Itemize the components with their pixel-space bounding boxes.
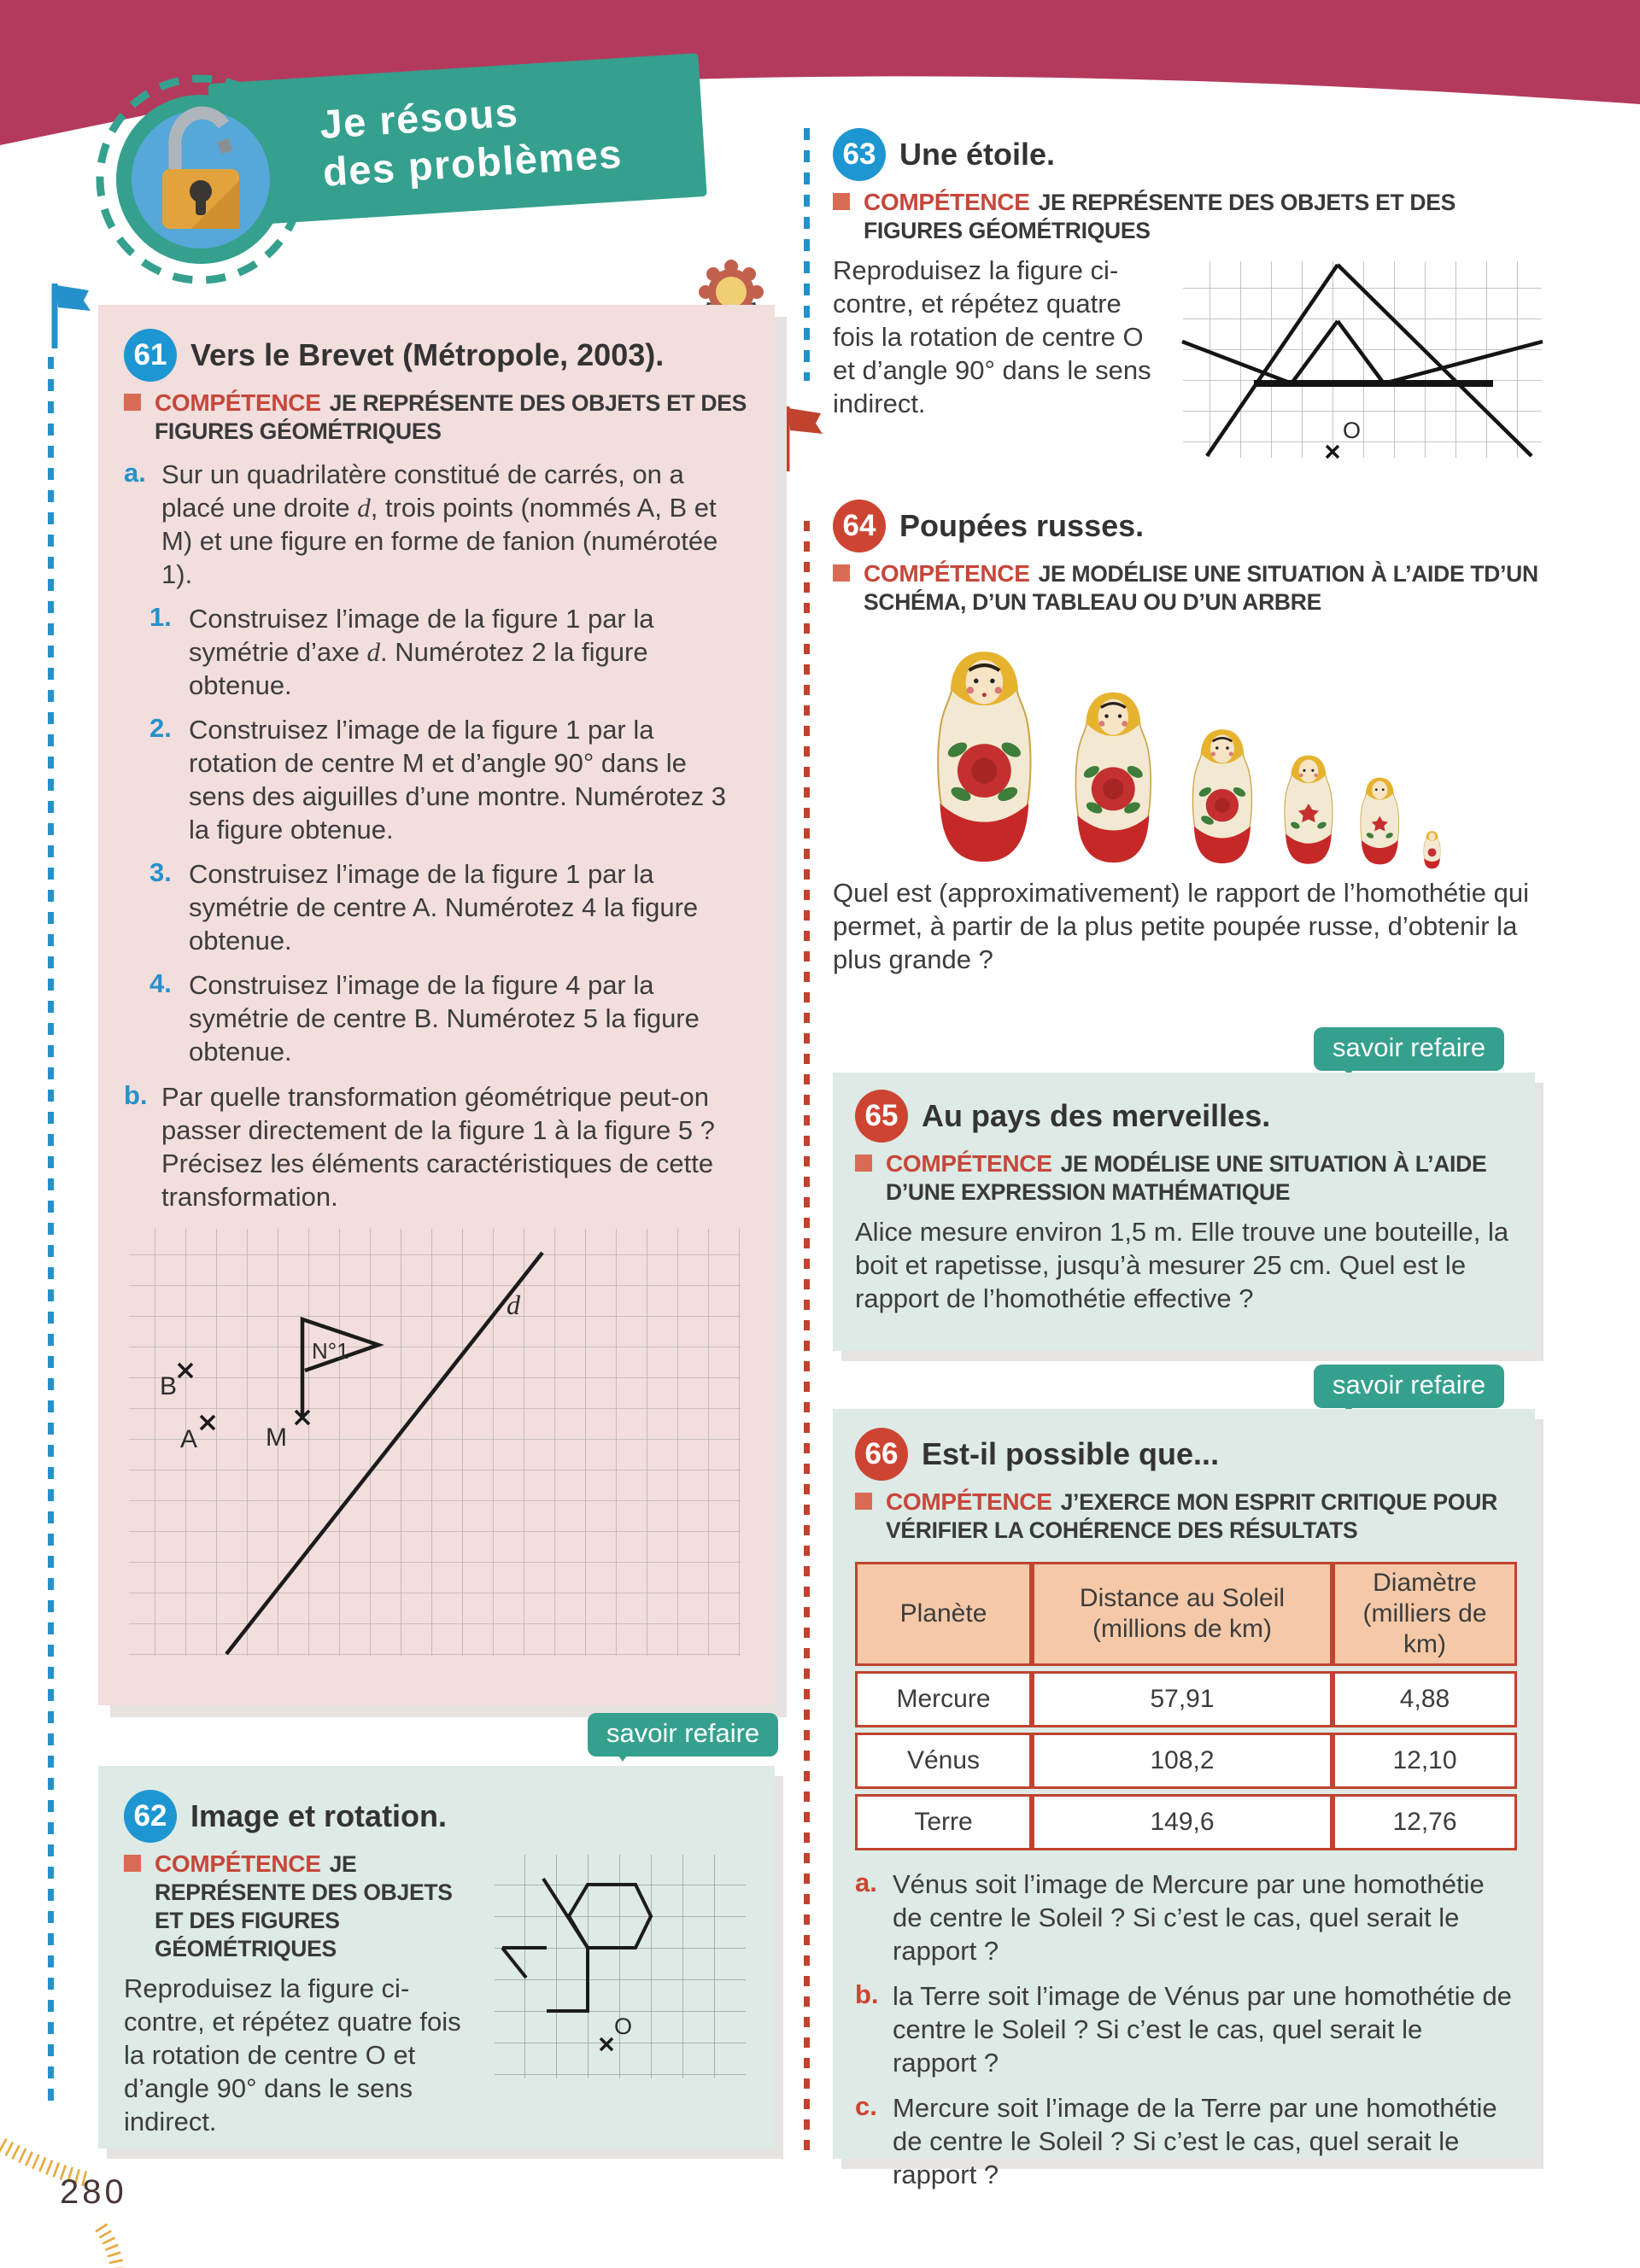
competence-label: COMPÉTENCE (155, 389, 321, 416)
exercise-62-title: Image et rotation. (190, 1798, 448, 1833)
table-row-venus (855, 1733, 1517, 1789)
exercise-61-number-badge: 61 (124, 329, 177, 382)
section-title-line2: des problèmes (321, 130, 624, 195)
cell-planet: Mercure (855, 1671, 1032, 1727)
exercise-64-competence (833, 559, 1546, 617)
question-3-text: Construisez l’image de la figure 1 par la symétrie de centre A. Numérotez 4 la figure obtenue. (189, 859, 699, 956)
competence-text: JE MODÉLISE UNE SITUATION À L’AIDE TD’UN SCHÉMA, D’UN TABLEAU OU D’UN ARBRE (864, 561, 1538, 615)
competence-text: J’EXERCE MON ESPRIT CRITIQUE POUR VÉRIFIER LA COHÉRENCE DES RÉSULTATS (886, 1489, 1497, 1543)
competence-text: JE REPRÉSENTE DES OBJETS ET DES FIGURES GÉOMÉTRIQUES (155, 390, 747, 444)
cell-distance: 108,2 (1032, 1733, 1332, 1789)
exercise-61-question-3 (149, 857, 749, 957)
exercise-63 (833, 128, 1546, 467)
question-2-marker: 2. (149, 713, 172, 743)
question-4-marker: 4. (149, 968, 172, 998)
figure-point-O-label-62: O (614, 2014, 633, 2039)
cell-diameter: 12,76 (1332, 1794, 1517, 1850)
exercise-62-header (124, 1790, 749, 1843)
savoir-refaire-badge-62: savoir refaire (588, 1713, 778, 1757)
col-header-planete: Planète (855, 1562, 1032, 1666)
exercise-64-header (833, 500, 1546, 552)
figure-point-O-label-63: O (1343, 418, 1362, 443)
exercise-64 (833, 500, 1546, 976)
exercise-61-title: Vers le Brevet (Métropole, 2003). (190, 337, 665, 372)
exercise-64-title: Poupées russes. (899, 508, 1145, 543)
planets-table-header-row (855, 1562, 1517, 1666)
cell-distance: 57,91 (1032, 1671, 1332, 1727)
exercise-66-item-b (855, 1979, 1513, 2079)
exercise-64-text: Quel est (approximativement) le rapport de l’homothétie qui permet, à partir de la plus petite poupée russe, d’obtenir la plus grande ? (833, 878, 1530, 974)
exercise-65-title: Au pays des merveilles. (922, 1098, 1271, 1133)
item-a-marker: a. (124, 458, 146, 488)
doll-5 (1360, 778, 1398, 865)
exercise-61-question-2 (149, 713, 749, 846)
competence-square-icon (833, 564, 850, 582)
figure-point-M-label: M (266, 1423, 287, 1452)
question-4-text: Construisez l’image de la figure 4 par la symétrie de centre B. Numérotez 5 la figure obtenue. (189, 970, 700, 1067)
exercise-66-number-badge: 66 (855, 1428, 908, 1481)
exercise-65-competence (855, 1149, 1513, 1207)
question-2-text: Construisez l’image de la figure 1 par la rotation de centre M et d’angle 90° dans le sens des aiguilles d’une montre. Numérotez 3 la figure obtenue. (189, 715, 726, 845)
competence-text: JE REPRÉSENTE DES OBJETS ET DES FIGURES GÉOMÉTRIQUES (864, 190, 1456, 243)
col-header-distance: Distance au Soleil (millions de km) (1032, 1562, 1332, 1666)
exercise-65-text: Alice mesure environ 1,5 m. Elle trouve une bouteille, la boit et rapetisse, jusqu’à mesurer 25 cm. Quel est le rapport de l’homothétie effective ? (855, 1217, 1509, 1313)
exercise-65-number-badge: 65 (855, 1090, 908, 1143)
competence-label: COMPÉTENCE (864, 560, 1030, 587)
exercise-66-item-a (855, 1868, 1513, 1967)
item-b-marker: b. (855, 1979, 879, 2009)
savoir-refaire-badge-65: savoir refaire (1314, 1027, 1504, 1071)
corner-arc-decoration (0, 2049, 273, 2268)
item-b-text: la Terre soit l’image de Vénus par une homothétie de centre le Soleil ? Si c’est le cas, quel serait le rapport ? (893, 1981, 1512, 2078)
doll-3 (1192, 729, 1251, 863)
doll-4 (1284, 756, 1332, 864)
exercise-66-title: Est-il possible que... (922, 1436, 1220, 1471)
competence-square-icon (833, 193, 850, 210)
item-a-text: Vénus soit l’image de Mercure par une homothétie de centre le Soleil ? Si c’est le cas, quel serait le rapport ? (893, 1869, 1485, 1966)
exercise-62-number-badge: 62 (124, 1790, 177, 1843)
competence-square-icon (124, 1855, 141, 1872)
figure-point-B-label: B (160, 1372, 178, 1400)
savoir-refaire-badge-66: savoir refaire (1314, 1365, 1504, 1408)
planets-table (855, 1557, 1517, 1856)
section-title-line1: Je résous (318, 89, 520, 148)
exercise-63-grid-figure (1179, 257, 1546, 462)
competence-text: JE REPRÉSENTE DES OBJETS ET DES FIGURES GÉOMÉTRIQUES (155, 1851, 453, 1961)
item-b-text: Par quelle transformation géométrique peut-on passer directement de la figure 1 à la figure 5 ? Précisez les éléments caractéristiques de cette transformation. (161, 1082, 715, 1212)
item-c-marker: c. (855, 2091, 877, 2121)
competence-label: COMPÉTENCE (864, 189, 1030, 215)
question-1-text: Construisez l’image de la figure 1 par la symétrie d’axe d. Numérotez 2 la figure obtenue. (189, 604, 654, 700)
exercise-63-text: Reproduisez la figure ci-contre, et répétez quatre fois la rotation de centre O et d’angle 90° dans le sens indirect. (833, 255, 1151, 418)
doll-2 (1075, 693, 1151, 862)
competence-label: COMPÉTENCE (886, 1150, 1052, 1177)
exercise-66-item-c (855, 2091, 1513, 2191)
item-a-text: Sur un quadrilatère constitué de carrés, on a placé une droite d, trois points (nommés A, B et M) et une figure en forme de fanion (numérotée 1). (161, 459, 718, 589)
exercise-62-grid-figure (493, 1853, 749, 2082)
doll-6 (1423, 831, 1439, 868)
exercise-63-title: Une étoile. (899, 137, 1056, 172)
exercise-62-text: Reproduisez la figure ci-contre, et répétez quatre fois la rotation de centre O et d’angle 90° dans le sens indirect. (124, 1973, 461, 2136)
matryoshka-dolls-photo (908, 625, 1472, 874)
unlock-icon (85, 61, 316, 292)
exercise-61-header (124, 329, 749, 382)
exercise-61-question-4 (149, 968, 749, 1068)
exercise-61-box (98, 305, 775, 1705)
competence-square-icon (124, 394, 141, 411)
figure-point-A-label: A (180, 1425, 198, 1453)
exercise-61-question-1 (149, 602, 749, 702)
table-row-mercure (855, 1671, 1517, 1727)
exercise-64-number-badge: 64 (833, 500, 886, 552)
figure-line-d-label: d (507, 1289, 520, 1320)
exercise-63-header (833, 128, 1546, 181)
figure-flag-label: N°1 (312, 1338, 349, 1364)
competence-label: COMPÉTENCE (155, 1850, 321, 1877)
exercise-61-competence (124, 389, 749, 446)
column-divider-dashed-blue (804, 128, 810, 381)
doll-1 (938, 652, 1030, 862)
competence-label: COMPÉTENCE (886, 1488, 1052, 1515)
red-flag-icon (782, 405, 826, 473)
exercise-61-item-a (124, 458, 749, 591)
item-a-marker: a. (855, 1868, 877, 1897)
question-1-marker: 1. (149, 602, 172, 632)
competence-text: JE MODÉLISE UNE SITUATION À L’AIDE D’UNE EXPRESSION MATHÉMATIQUE (886, 1151, 1487, 1205)
col-header-diametre: Diamètre (milliers de km) (1332, 1562, 1517, 1666)
exercise-66-header (855, 1428, 1513, 1481)
competence-square-icon (855, 1154, 872, 1172)
cell-planet: Terre (855, 1794, 1032, 1850)
exercise-63-competence (833, 188, 1546, 245)
exercise-66-competence (855, 1488, 1513, 1545)
question-3-marker: 3. (149, 857, 172, 887)
column-divider-dashed-red (804, 521, 810, 2156)
cell-planet: Vénus (855, 1733, 1032, 1789)
exercise-66-box (833, 1409, 1535, 2189)
item-b-marker: b. (124, 1080, 148, 1110)
blue-flag-icon (50, 282, 94, 350)
left-margin-dashed-rule (48, 357, 54, 2109)
cell-diameter: 4,88 (1332, 1671, 1517, 1727)
item-c-text: Mercure soit l’image de la Terre par une homothétie de centre le Soleil ? Si c’est le cas, quel serait le rapport ? (893, 2093, 1497, 2189)
cell-distance: 149,6 (1032, 1794, 1332, 1850)
page-number: 280 (60, 2173, 127, 2211)
exercise-65-header (855, 1090, 1513, 1143)
exercise-61-item-b (124, 1080, 749, 1213)
exercise-63-number-badge: 63 (833, 128, 886, 181)
exercise-62-competence (124, 1850, 496, 1963)
table-row-terre (855, 1794, 1517, 1850)
cell-diameter: 12,10 (1332, 1733, 1517, 1789)
competence-square-icon (855, 1493, 872, 1510)
exercise-61-grid-figure (124, 1224, 747, 1661)
exercise-65-box (833, 1073, 1535, 1351)
